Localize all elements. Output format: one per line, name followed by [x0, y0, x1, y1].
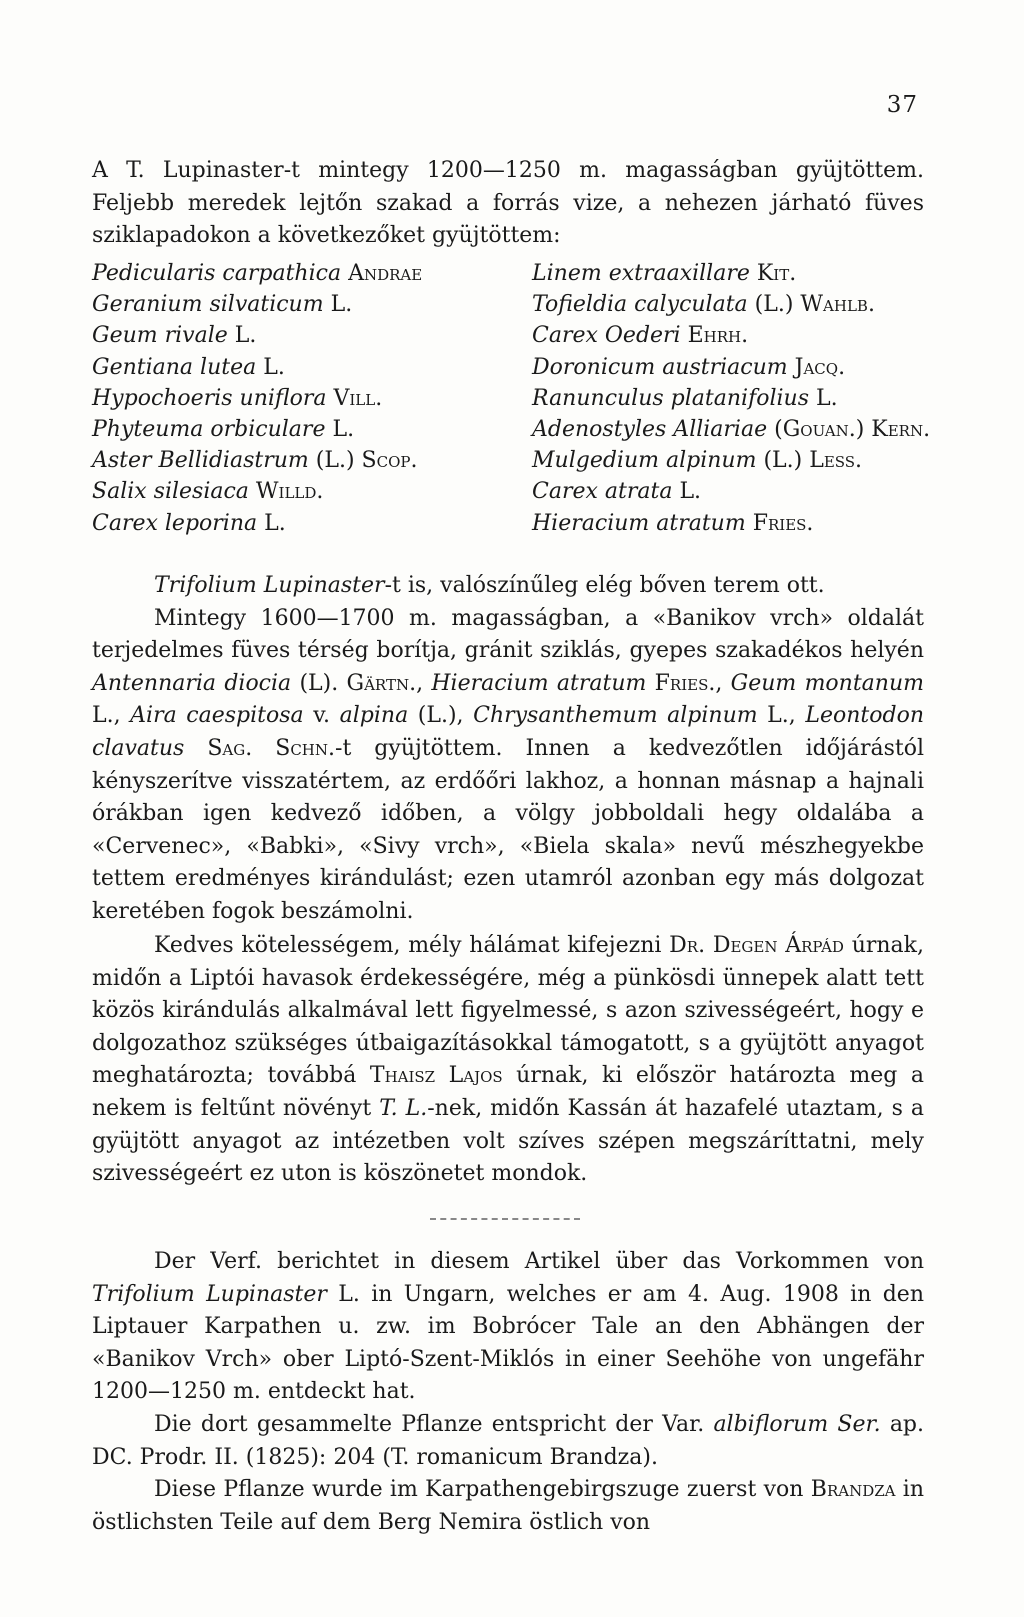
plant-entry: [532, 383, 932, 414]
plant-name: Carex leporina: [92, 510, 258, 536]
plant-entry: [92, 383, 532, 414]
plant-name: Linem extraaxillare: [532, 261, 750, 286]
intro-paragraph: A T. Lupinaster-t mintegy 1200—1250 m. magasságban gyüjtöttem. Feljebb meredek lejtőn szakad a forrás vize, a nehezen járható füves sziklapadokon a következőket gyüjtöttem:: [92, 158, 924, 249]
german-paragraph: [92, 1409, 924, 1474]
plant-name: Salix silesiaca: [92, 479, 249, 505]
plant-name: Hieracium atratum: [532, 510, 746, 536]
plant-authority: (L.) Less.: [763, 448, 863, 474]
plant-authority: Andrae: [348, 261, 423, 286]
plant-entry: [92, 258, 532, 289]
plant-list: [92, 258, 932, 539]
text-run: -t gyüjtöttem. Innen a kedvezőtlen időjárástól kényszerítve visszatértem, az erdőőri lakhoz, a honnan másnap a hajnali órákban igen kedvező időben, a völgy jobboldali hegy oldalába a «Cervenec», «Babki», «Sivy vrch», «Biela skala» nevű mészhegyekbe tettem eredményes kirándulást; ezen utamról azonban egy más dolgozat keretében fogok beszámolni.: [92, 735, 924, 924]
text-run: úrnak, midőn a Liptói havasok érdekességére, még a pünkösdi ünnepek alatt tett közös kirándulás alkalmával lett figyelmessé, s azon szivességeért, hogy e dolgozathoz szükséges útbaigazításokkal támogatott, s a gyüjtött anyagot meghatározta; továbbá: [92, 933, 924, 1089]
acknowledgement-paragraph: [92, 930, 924, 1191]
plant-authority: L.: [332, 417, 355, 443]
text-run: L. in Ungarn, welches er am 4. Aug. 1908 in den Liptauer Karpathen u. zw. im Bobrócer Tale an den Abhängen der «Banikov Vrch» ober Liptó-Szent-Miklós in einer Seehöhe von ungefähr 1200—1250 m. entdeckt hat.: [92, 1281, 924, 1405]
text-run: [184, 736, 207, 761]
plant-name: Geranium silvaticum: [92, 292, 324, 318]
page-number: 37: [886, 92, 918, 118]
banikov-paragraph: [92, 603, 924, 929]
plant-authority: L.: [330, 292, 353, 318]
plant-authority: (L.) Wahlb.: [754, 292, 875, 318]
field-report-paragraph: [92, 570, 924, 929]
plant-entry: [532, 414, 932, 445]
plant-name: Doronicum austriacum: [532, 354, 788, 380]
plant-name: Phyteuma orbiculare: [92, 417, 326, 443]
plant-entry: [532, 289, 932, 320]
plant-name: Hypochoeris uniflora: [92, 385, 327, 411]
section-divider: [430, 1218, 580, 1220]
taxon-abbreviation: T. L.: [379, 1095, 428, 1121]
text-run: ,: [715, 670, 731, 696]
text-run: -nek, midőn Kassán át hazafelé utaztam, s a gyüjtött anyagot az intézetben volt szíves szépen megszáríttatni, mely szivességeért ez uton is köszönetet mondok.: [92, 1095, 925, 1187]
text-run: in östlichsten Teile auf dem Berg Nemira östlich von: [92, 1477, 924, 1535]
plant-entry: [92, 320, 532, 351]
taxon-name: Antennaria diocia: [92, 670, 292, 696]
taxon-name: alpina: [339, 703, 409, 729]
plant-entry: [532, 508, 932, 539]
author-name: Sag. Schn.: [207, 735, 336, 761]
text-run: L.,: [92, 703, 131, 729]
plant-name: Carex atrata: [532, 479, 673, 505]
plant-entry: [92, 414, 532, 445]
plant-entry: [532, 445, 932, 476]
text-run: Diese Pflanze wurde im Karpathengebirgszuge zuerst von: [154, 1477, 811, 1503]
plant-authority: Jacq.: [794, 354, 846, 380]
text-run: -t is, valószínűleg elég bőven terem ott.: [384, 573, 825, 598]
plant-authority: L.: [264, 510, 286, 536]
text-run: L.,: [757, 703, 806, 729]
plant-entry: [532, 476, 932, 507]
german-paragraph: [92, 1246, 924, 1409]
plant-entry: [92, 352, 532, 383]
person-name: Dr. Degen Árpád: [669, 933, 844, 958]
plant-name: Carex Oederi: [532, 323, 681, 349]
german-paragraph: [92, 1474, 924, 1539]
plant-authority: L.: [816, 385, 838, 411]
text-run: Der Verf. berichtet in diesem Artikel über das Vorkommen von: [154, 1249, 924, 1274]
trifolium-line: [92, 570, 924, 603]
plant-authority: Ehrh.: [687, 323, 749, 349]
plant-entry: [532, 320, 932, 351]
text-run: Kedves kötelességem, mély hálámat kifejezni: [154, 933, 670, 958]
taxon-name: Aira caespitosa: [130, 703, 304, 729]
plant-authority: (L.) Scop.: [315, 448, 418, 474]
plant-authority: L.: [679, 479, 702, 505]
plant-entry: [532, 352, 932, 383]
text-run: ap. DC. Prodr. II. (1825): 204 (T. romanicum Brandza).: [92, 1411, 925, 1470]
person-name: Thaisz Lajos: [369, 1063, 503, 1089]
plant-entry: [532, 258, 932, 289]
taxon-name: Trifolium Lupinaster: [92, 1281, 327, 1307]
author-name: Gärtn.: [346, 670, 417, 696]
author-name: Fries.: [654, 670, 716, 696]
taxon-name: Leontodon clavatus: [92, 703, 924, 761]
taxon-name: Chrysanthemum alpinum: [473, 703, 758, 729]
plant-authority: L.: [263, 354, 285, 380]
plant-name: Aster Bellidiastrum: [92, 448, 309, 474]
plant-authority: Kit.: [756, 261, 797, 286]
text-run: ,: [416, 670, 432, 696]
person-name: Brandza: [810, 1477, 896, 1503]
plant-name: Geum rivale: [92, 323, 228, 349]
plant-authority: Vill.: [333, 385, 383, 411]
text-run: (L).: [291, 670, 347, 696]
german-summary: [92, 1246, 924, 1539]
plant-entry: [92, 508, 532, 539]
plant-authority: (Gouan.) Kern.: [774, 417, 931, 443]
plant-list-right-column: [532, 258, 932, 539]
plant-entry: [92, 476, 532, 507]
plant-name: Ranunculus platanifolius: [532, 385, 809, 411]
text-run: úrnak, ki először határozta meg a nekem is feltűnt növényt: [92, 1063, 925, 1121]
taxon-name: albiflorum Ser.: [713, 1411, 881, 1437]
text-run: Die dort gesammelte Pflanze entspricht der Var.: [154, 1411, 714, 1437]
taxon-name: Trifolium Lupinaster: [154, 573, 385, 598]
plant-name: Mulgedium alpinum: [532, 448, 757, 474]
taxon-name: Geum montanum: [730, 670, 924, 696]
acknowledgement-text: [92, 930, 924, 1191]
text-run: Mintegy 1600—1700 m. magasságban, a «Banikov vrch» oldalát terjedelmes füves térség borítja, gránit sziklás, gyepes szakadékos helyén: [92, 605, 924, 664]
plant-entry: [92, 289, 532, 320]
plant-name: Tofieldia calyculata: [532, 292, 748, 318]
plant-authority: L.: [234, 323, 257, 349]
text-run: (L.),: [408, 703, 474, 729]
text-run: [646, 671, 654, 696]
plant-name: Gentiana lutea: [92, 354, 257, 380]
plant-authority: Fries.: [752, 510, 814, 536]
plant-name: Pedicularis carpathica: [92, 261, 342, 286]
plant-list-left-column: [92, 258, 532, 539]
plant-entry: [92, 445, 532, 476]
text-run: v.: [303, 703, 340, 729]
plant-name: Adenostyles Alliariae: [532, 417, 768, 443]
taxon-name: Hieracium atratum: [431, 670, 647, 696]
plant-authority: Willd.: [255, 479, 324, 505]
